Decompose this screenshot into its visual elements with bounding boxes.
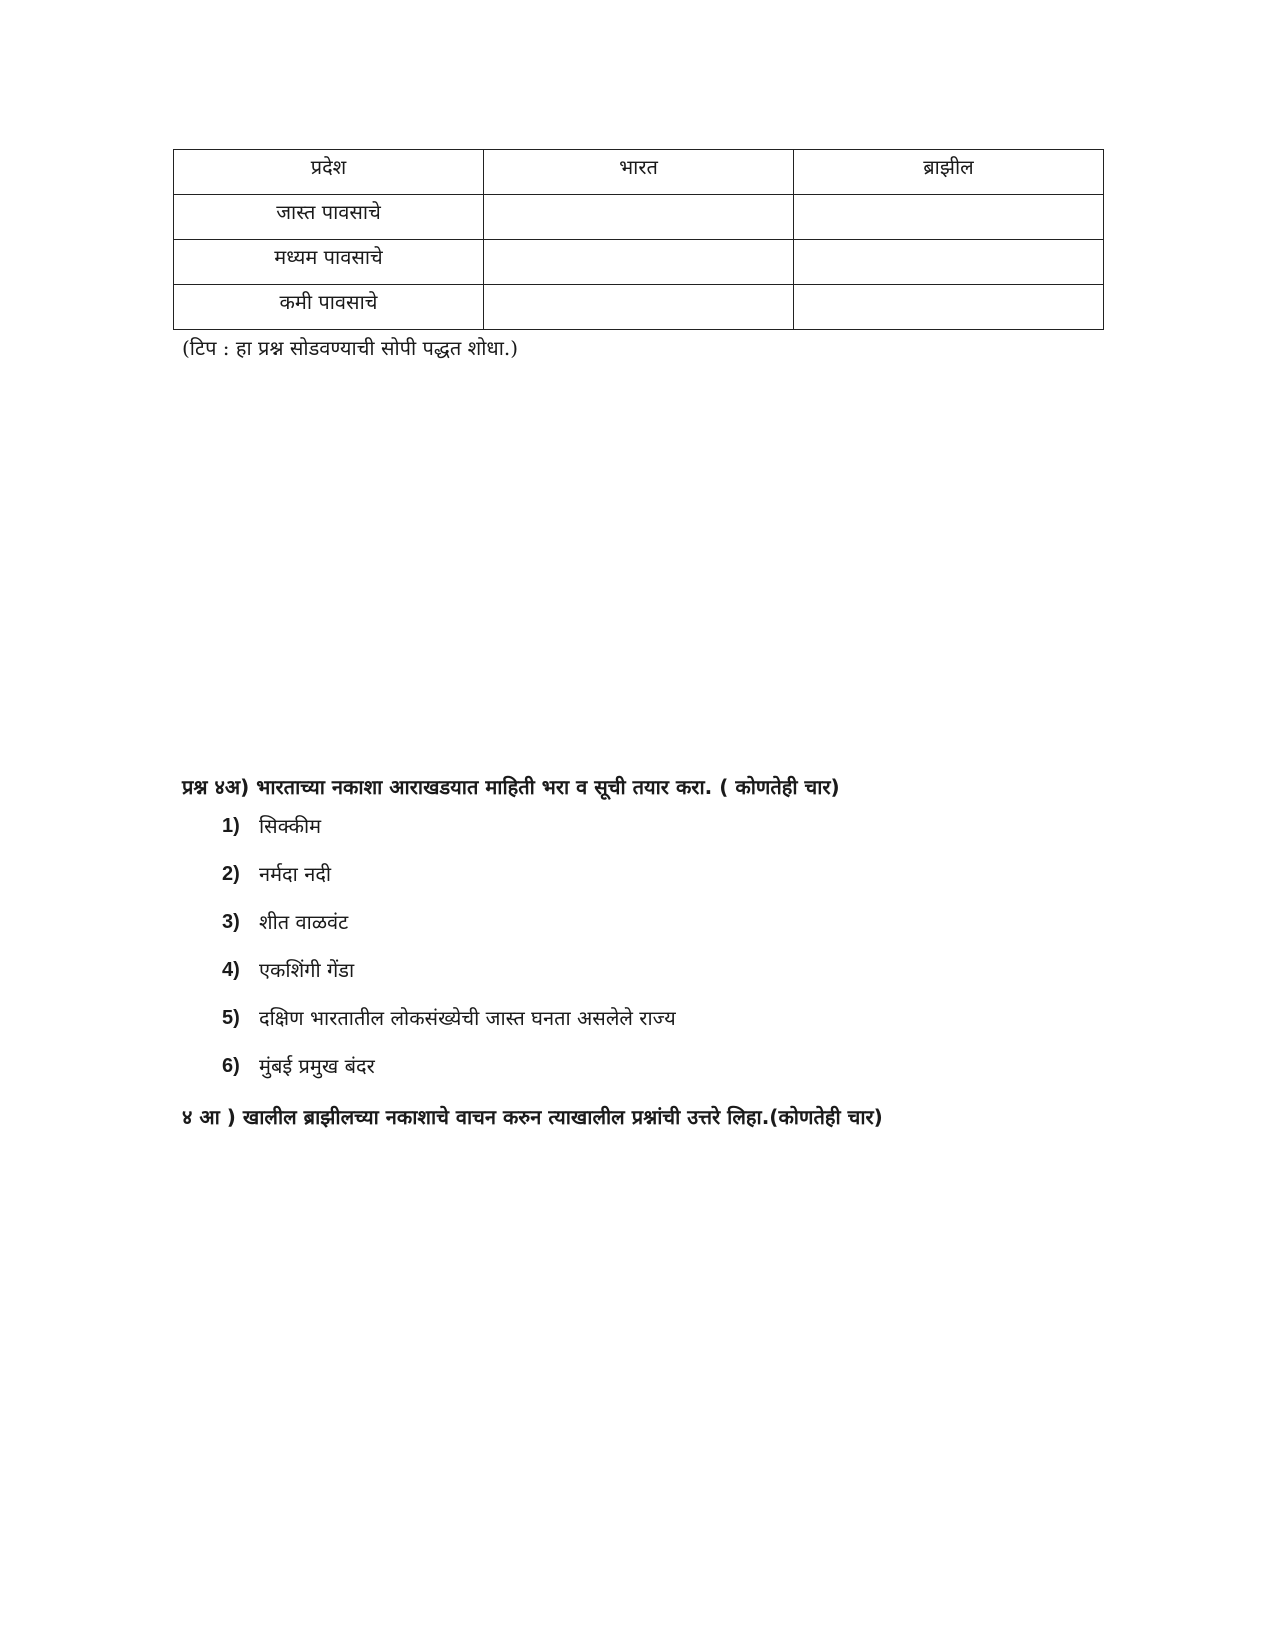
cell-brazil bbox=[794, 285, 1104, 330]
item-number: 6) bbox=[222, 1055, 240, 1077]
item-number: 5) bbox=[222, 1007, 240, 1029]
item-text: दक्षिण भारतातील लोकसंख्येची जास्त घनता असलेले राज्य bbox=[259, 1006, 676, 1030]
cell-india bbox=[484, 195, 794, 240]
list-item bbox=[222, 1004, 676, 1052]
item-text: सिक्कीम bbox=[259, 814, 322, 838]
cell-brazil bbox=[794, 240, 1104, 285]
item-text: नर्मदा नदी bbox=[259, 862, 332, 886]
cell-india bbox=[484, 285, 794, 330]
rainfall-regions-table bbox=[173, 149, 1104, 330]
item-number: 4) bbox=[222, 959, 240, 981]
cell-region: मध्यम पावसाचे bbox=[174, 240, 484, 285]
map-items-list bbox=[222, 812, 676, 1100]
item-number: 1) bbox=[222, 815, 240, 837]
list-item bbox=[222, 812, 676, 860]
table-row bbox=[174, 195, 1104, 240]
tip-note: (टिप : हा प्रश्न सोडवण्याची सोपी पद्धत शोधा.) bbox=[182, 336, 519, 360]
question-4a-heading: प्रश्न ४अ) भारताच्या नकाशा आराखडयात माहिती भरा व सूची तयार करा. ( कोणतेही चार) bbox=[182, 775, 840, 799]
header-brazil: ब्राझील bbox=[794, 150, 1104, 195]
question-4b-heading: ४ आ ) खालील ब्राझीलच्या नकाशाचे वाचन करुन त्याखालील प्रश्नांची उत्तरे लिहा.(कोणतेही चार) bbox=[182, 1105, 883, 1129]
list-item bbox=[222, 908, 676, 956]
item-text: शीत वाळवंट bbox=[259, 910, 349, 934]
cell-region: जास्त पावसाचे bbox=[174, 195, 484, 240]
header-region: प्रदेश bbox=[174, 150, 484, 195]
header-india: भारत bbox=[484, 150, 794, 195]
item-text: मुंबई प्रमुख बंदर bbox=[259, 1054, 375, 1078]
item-number: 2) bbox=[222, 863, 240, 885]
cell-region: कमी पावसाचे bbox=[174, 285, 484, 330]
cell-brazil bbox=[794, 195, 1104, 240]
table-row bbox=[174, 240, 1104, 285]
item-number: 3) bbox=[222, 911, 240, 933]
table-header-row bbox=[174, 150, 1104, 195]
cell-india bbox=[484, 240, 794, 285]
item-text: एकशिंगी गेंडा bbox=[259, 958, 355, 982]
list-item bbox=[222, 956, 676, 1004]
list-item bbox=[222, 860, 676, 908]
list-item bbox=[222, 1052, 676, 1100]
table-row bbox=[174, 285, 1104, 330]
